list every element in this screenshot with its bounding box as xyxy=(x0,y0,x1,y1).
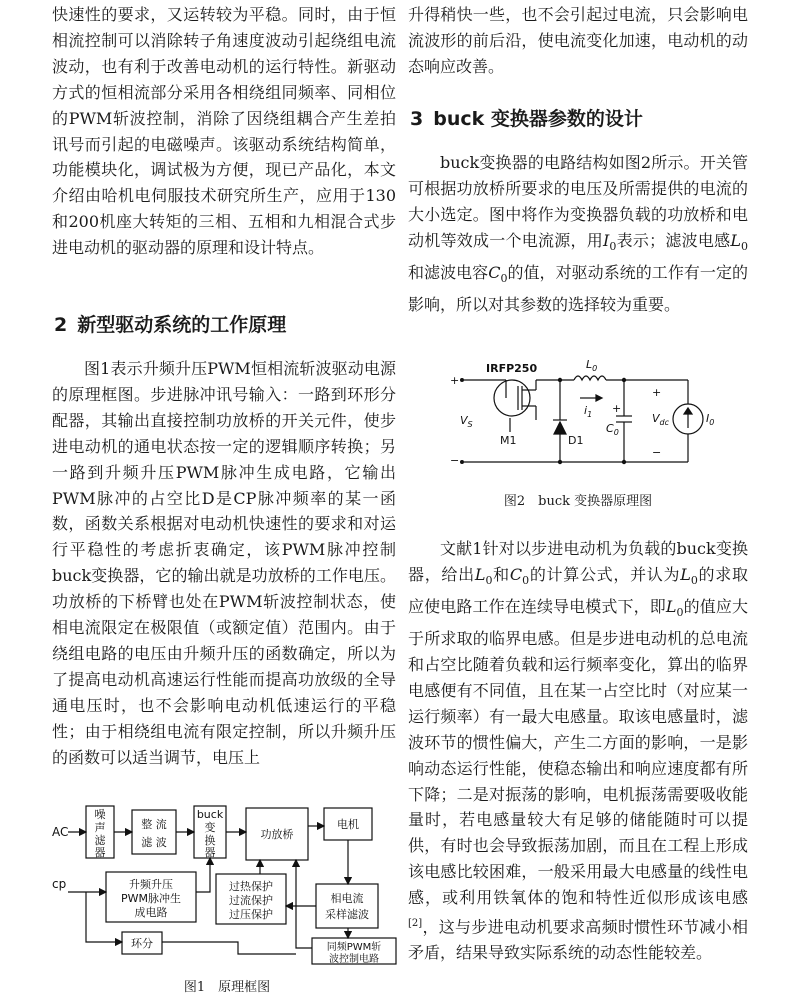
section-3-number: 3 xyxy=(410,108,424,130)
fig1-rect-2: 滤 波 xyxy=(141,836,167,849)
fig2-cap-plus: + xyxy=(612,402,622,415)
fig1-buck-2: 变 xyxy=(204,821,216,834)
sub-C0: 0 xyxy=(500,272,508,285)
section-2-title: 新型驱动系统的工作原理 xyxy=(77,314,287,336)
fig1-motor: 电机 xyxy=(337,818,359,831)
section-3-title: buck 变换器参数的设计 xyxy=(433,108,643,130)
buck-text-2: 表示；滤波电感 xyxy=(616,230,731,250)
ref1-text-a: 文献1针对以步进电动机为负载的buck变换器，给出 xyxy=(408,539,748,584)
buck-text-1: buck变换器的电路结构如图2所示。开关管可根据功放桥所要求的电压及所需提供的电流的大小选定。图中将作为变换器负载的功放桥和电动机等效成一个电流源，用 xyxy=(408,153,748,250)
figure-2-caption: 图2 buck 变换器原理图 xyxy=(503,494,653,509)
ref1-L0-c: L xyxy=(665,597,677,616)
fig1-rect-1: 整 流 xyxy=(141,818,167,831)
fig1-prot-2: 过流保护 xyxy=(229,894,273,907)
fig1-buck-1: buck xyxy=(196,808,224,821)
ref1-citation: [2] xyxy=(408,918,423,930)
fig1-noise-2: 声 xyxy=(94,821,106,834)
paragraph-reference-1 xyxy=(408,536,748,966)
fig2-c0: $C_0$ xyxy=(606,422,619,437)
fig1-noise-4: 器 xyxy=(94,846,106,859)
fig1-pwm-3: 成电路 xyxy=(134,906,168,919)
figure-2-buck-circuit xyxy=(448,358,728,478)
ref1-text-f: ，这与步进电动机要求高频时惯性环节减小相矛盾，结果导致实际系统的动态性能较差。 xyxy=(408,917,748,963)
fig2-out-minus: − xyxy=(652,446,662,459)
sym-C0: C xyxy=(488,262,501,282)
fig2-l0: $L_0$ xyxy=(586,358,598,373)
fig1-noise-1: 噪 xyxy=(94,808,106,821)
sub-L0: 0 xyxy=(740,239,748,253)
fig1-prot-1: 过热保护 xyxy=(229,880,273,893)
fig1-buck-4: 器 xyxy=(204,846,216,859)
sub-I0: 0 xyxy=(609,239,617,253)
fig1-power-bridge: 功放桥 xyxy=(260,828,294,841)
ref1-text-c: 的计算公式，并认为 xyxy=(529,564,681,584)
fig2-vs: $V_S$ xyxy=(460,414,473,429)
ref1-C0: C xyxy=(509,564,523,584)
buck-text-4: 的值，对驱动系统的工作有一定的影响，所以对其参数的选择较为重要。 xyxy=(408,262,748,314)
paragraph-section-2: 图1表示升频升压PWM恒相流斩波驱动电源的原理框图。步进脉冲讯号输入：一路到环形分配器，其输出直接控制功放桥的开关元件，使步进电动机的通电状态按一定的逻辑顺序转换；另一路到升频升压PWM脉冲生成电路，它输出PWM脉冲的占空比D是CP脉冲频率的某一函数，函数关系根据对电动机快速性的要求和对运行平稳性的考虑折衷确定，该PWM脉冲控制buck变换器，它的输出就是功放桥的工作电压。功放桥的下桥臂也处在PWM斩波控制状态，使相电流限定在极限值（或额定值）范围内。由于绕组电路的电压由升频升压的函数确定，所以为了提高电动机高速运行性能而提高功放级的全导通电压时，也不会影响电动机低速运行的平稳性；由于相绕组电流有限定控制，所以升频升压的函数可以适当调节，电压上 xyxy=(52,359,396,767)
fig1-sample-1: 相电流 xyxy=(330,892,364,905)
section-2-heading xyxy=(54,310,286,337)
fig1-pwm-2: PWM脉冲生 xyxy=(120,892,182,905)
fig1-chop-1: 同频PWM斩 xyxy=(326,942,382,953)
fig1-sample-2: 采样滤波 xyxy=(325,908,369,921)
ref1-L0-b: L xyxy=(680,564,691,584)
fig1-ac-label: AC xyxy=(52,825,69,839)
fig1-ring: 环分 xyxy=(131,937,153,950)
fig1-buck-3: 换 xyxy=(204,834,216,847)
ref1-L0-c-sub: 0 xyxy=(676,606,684,620)
section-3-heading xyxy=(410,104,643,131)
fig2-plus: + xyxy=(450,374,460,387)
fig2-mosfet: IRFP250 xyxy=(486,362,538,375)
buck-text-3: 和滤波电容 xyxy=(408,262,489,282)
fig2-vdc: $V_{dc}$ xyxy=(652,412,670,427)
ref1-text-d: 的求取应使电路工作在连续导电模式下，即 xyxy=(408,564,748,616)
ref1-C0-sub: 0 xyxy=(522,574,530,588)
fig1-cp-label: cp xyxy=(52,877,67,891)
figure-1-caption: 图1 原理框图 xyxy=(183,980,271,995)
ref1-text-b: 和 xyxy=(492,564,510,584)
paragraph-continued: 升得稍快一些，也不会引起过电流，只会影响电流波形的前后沿，使电流变化加速，电动机的动态响应改善。 xyxy=(408,5,748,76)
sym-I0: I xyxy=(603,230,610,250)
fig2-m1: M1 xyxy=(500,434,517,447)
fig2-i0: $I_0$ xyxy=(706,412,715,427)
fig1-noise-3: 滤 xyxy=(94,834,106,847)
sym-L0: L xyxy=(730,230,741,250)
fig1-prot-3: 过压保护 xyxy=(229,908,273,921)
fig2-out-plus: + xyxy=(652,386,662,399)
fig1-pwm-1: 升频升压 xyxy=(129,878,173,891)
paragraph-buck xyxy=(408,150,748,318)
ref1-L0-a-sub: 0 xyxy=(485,574,493,588)
fig1-chop-2: 波控制电路 xyxy=(329,954,379,965)
fig2-minus: − xyxy=(450,454,460,467)
figure-1-block-diagram xyxy=(50,796,400,966)
fig2-d1: D1 xyxy=(568,434,584,447)
current-sample-box xyxy=(316,884,378,928)
paragraph-intro-continued: 快速性的要求，又运转较为平稳。同时，由于恒相流控制可以消除转子角速度波动引起绕组电流波动，也有利于改善电动机的运行特性。新驱动方式的恒相流部分采用各相绕组同频率、同相位的PWM斩波控制，消除了因绕组耦合产生差拍讯号而引起的电磁噪声。该驱动系统结构简单，功能模块化，调试极为方便，现已产品化，本文介绍由哈机电伺服技术研究所生产，应用于130和200机座大转矩的三相、五相和九相混合式步进电动机的驱动器的原理和设计特点。 xyxy=(52,5,396,258)
fig2-i1: $i_1$ xyxy=(584,404,593,419)
ref1-L0-a: L xyxy=(474,564,486,584)
section-2-number: 2 xyxy=(54,314,68,336)
ref1-text-e: 的值应大于所求取的临界电感。但是步进电动机的总电流和占空比随着负载和运行频率变化，算出的临界电感便有不同值，且在某一占空比时（对应某一运行频率）有一最大电感量。取该电感量时，滤波环节的惯性偏大，产生二方面的影响，一是影响动态运行性能，使稳态输出和响应速度都有所下降；二是对振荡的影响，电机振荡需要吸收能量时，若电感量较大有足够的储能随时可以提供，有时也会导致振荡加剧，而且在工程上形成该电感比较困难，一般采用最大电感量的线性电感，或利用铁氧体的饱和特性近似形成该电感 xyxy=(408,597,748,908)
ref1-L0-b-sub: 0 xyxy=(690,574,698,588)
